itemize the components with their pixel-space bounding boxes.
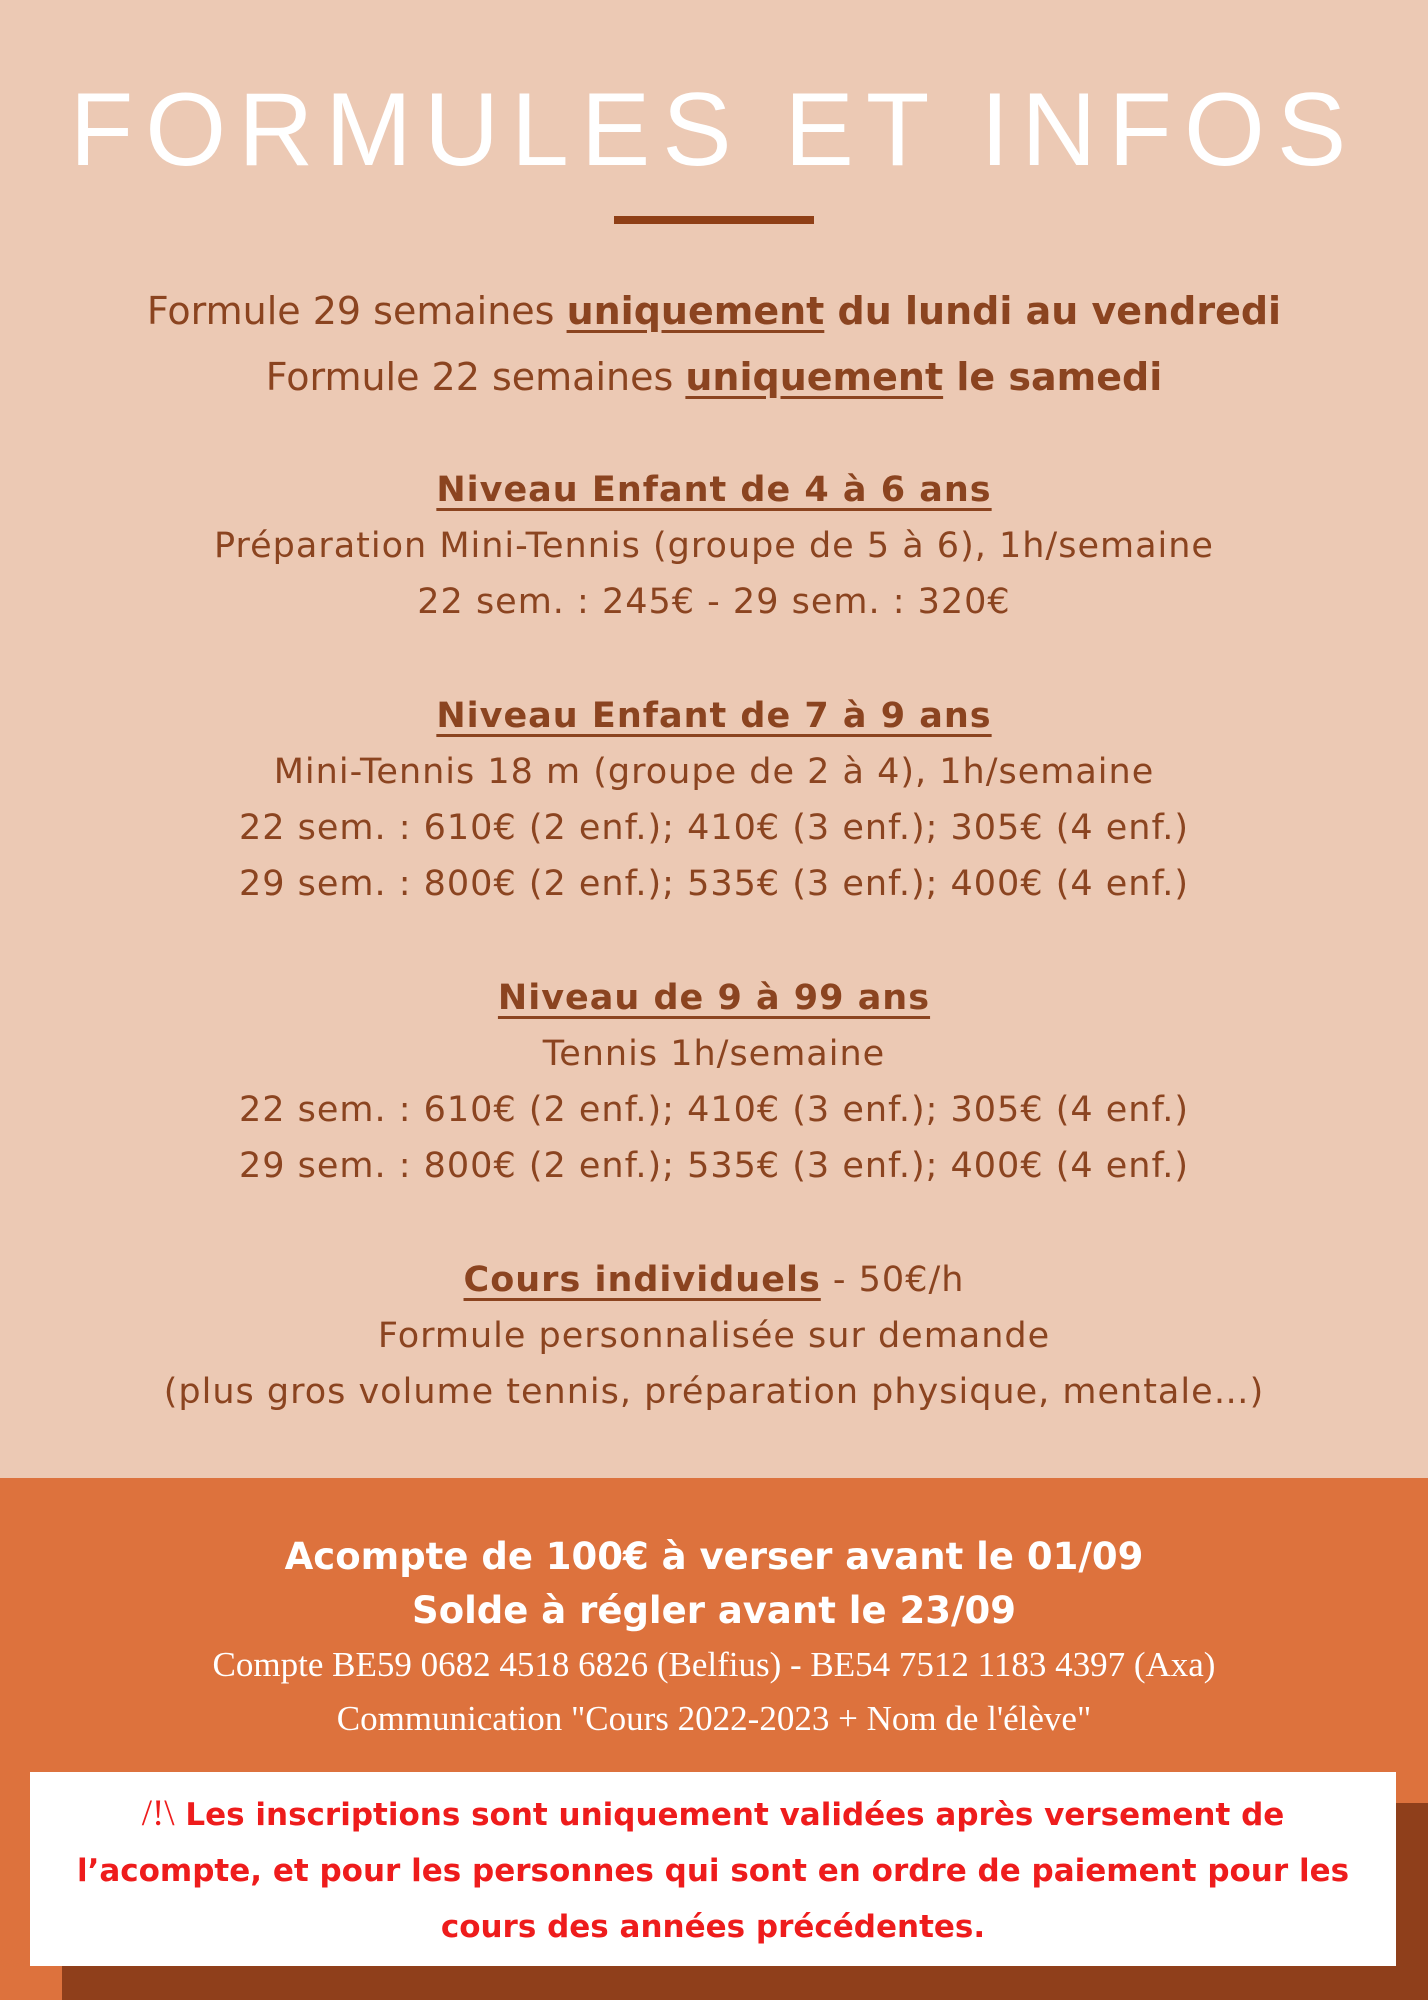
section-line: 29 sem. : 800€ (2 enf.); 535€ (3 enf.); 400€ (4 enf.) (238, 864, 1190, 904)
section-enfant-4-6 (0, 462, 1428, 630)
formule-29-days: du lundi au vendredi (824, 289, 1282, 333)
notice-text: Les inscriptions sont uniquement validées après versement de (174, 1797, 1285, 1833)
section-heading-price: - 50€/h (820, 1260, 965, 1300)
section-line: Tennis 1h/semaine (542, 1034, 886, 1074)
section-heading: Cours individuels (463, 1260, 821, 1300)
notice-line: l’acompte, et pour les personnes qui sont en ordre de paiement pour les (76, 1853, 1350, 1889)
balance-line: Solde à régler avant le 23/09 (412, 1589, 1016, 1632)
registration-notice (30, 1772, 1396, 1966)
section-line: 29 sem. : 800€ (2 enf.); 535€ (3 enf.); 400€ (4 enf.) (238, 1146, 1190, 1186)
formule-22-line (0, 344, 1428, 410)
section-heading: Niveau de 9 à 99 ans (497, 978, 931, 1018)
section-heading-row (0, 1252, 1428, 1308)
communication-line: Communication "Cours 2022-2023 + Nom de l'élève" (336, 1699, 1092, 1738)
notice-line: cours des années précédentes. (440, 1909, 986, 1945)
formule-29-line (0, 278, 1428, 344)
section-line: Formule personnalisée sur demande (377, 1316, 1051, 1356)
account-line: Compte BE59 0682 4518 6826 (Belfius) - BE54 7512 1183 4397 (Axa) (212, 1645, 1216, 1684)
payment-info (0, 1530, 1428, 1746)
section-9-99 (0, 970, 1428, 1194)
section-enfant-7-9 (0, 688, 1428, 912)
section-line: 22 sem. : 610€ (2 enf.); 410€ (3 enf.); 305€ (4 enf.) (238, 808, 1190, 848)
formules-block (0, 278, 1428, 410)
section-line: 22 sem. : 610€ (2 enf.); 410€ (3 enf.); 305€ (4 enf.) (238, 1090, 1190, 1130)
formule-22-emph: uniquement (685, 355, 944, 399)
formule-29-emph: uniquement (566, 289, 825, 333)
section-line: Préparation Mini-Tennis (groupe de 5 à 6), 1h/semaine (214, 526, 1214, 566)
section-line: 22 sem. : 245€ - 29 sem. : 320€ (417, 582, 1011, 622)
section-cours-individuels (0, 1252, 1428, 1420)
section-heading: Niveau Enfant de 4 à 6 ans (436, 470, 992, 510)
title-divider (614, 216, 814, 224)
page-title: FORMULES ET INFOS (69, 72, 1359, 188)
warning-icon: /!\ (141, 1793, 175, 1834)
notice-line (30, 1786, 1396, 1843)
formule-29-text: Formule 29 semaines (146, 289, 567, 333)
section-heading: Niveau Enfant de 7 à 9 ans (436, 696, 992, 736)
formule-22-days: le samedi (943, 355, 1163, 399)
section-line: Mini-Tennis 18 m (groupe de 2 à 4), 1h/semaine (273, 752, 1155, 792)
section-line: (plus gros volume tennis, préparation physique, mentale…) (163, 1372, 1265, 1412)
deposit-line: Acompte de 100€ à verser avant le 01/09 (284, 1535, 1144, 1578)
formule-22-text: Formule 22 semaines (265, 355, 686, 399)
